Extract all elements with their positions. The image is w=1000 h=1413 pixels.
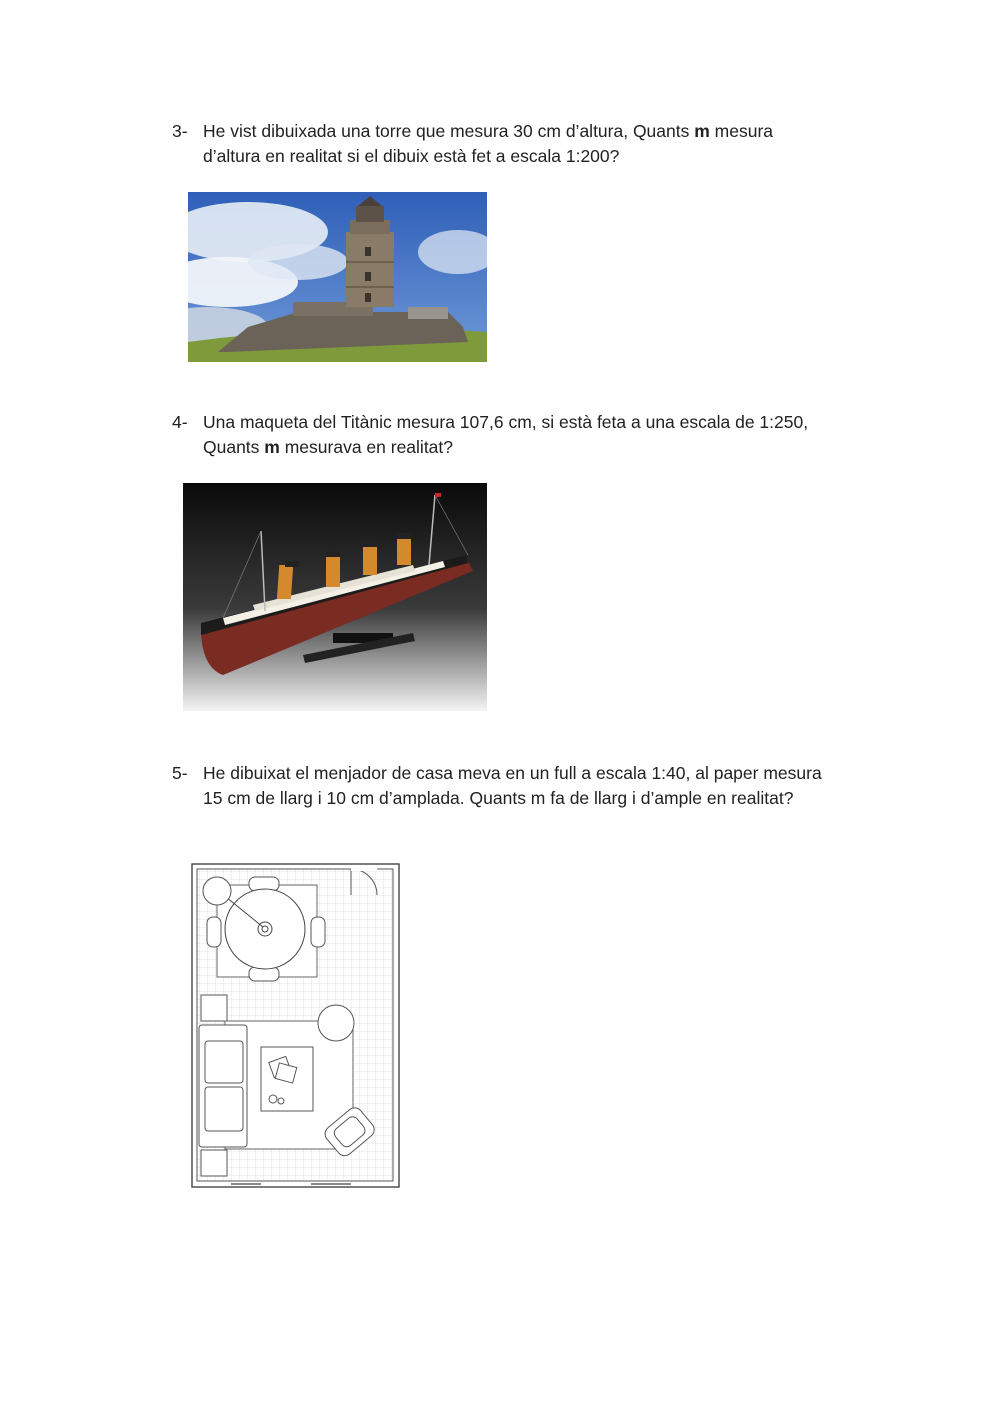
floor-plan — [191, 863, 400, 1188]
titanic-photo — [183, 483, 487, 711]
question-number: 4- — [172, 412, 188, 432]
titanic-model-image — [183, 483, 487, 711]
question-number: 5- — [172, 763, 188, 783]
tower-photo — [188, 192, 487, 362]
lighthouse-image — [188, 192, 487, 362]
question-text: Una maqueta del Titànic mesura 107,6 cm, si està feta a una escala de 1:250, Quants m mesurava en realitat? — [203, 412, 809, 457]
question-number: 3- — [172, 121, 188, 141]
question-text: He vist dibuixada una torre que mesura 30 cm d’altura, Quants m mesura d’altura en realitat si el dibuix està fet a escala 1:200? — [203, 121, 774, 166]
floor-plan-image — [191, 863, 400, 1188]
question-text: He dibuixat el menjador de casa meva en un full a escala 1:40, al paper mesura 15 cm de llarg i 10 cm d’amplada. Quants m fa de llarg i d’ample en realitat? — [203, 763, 822, 808]
